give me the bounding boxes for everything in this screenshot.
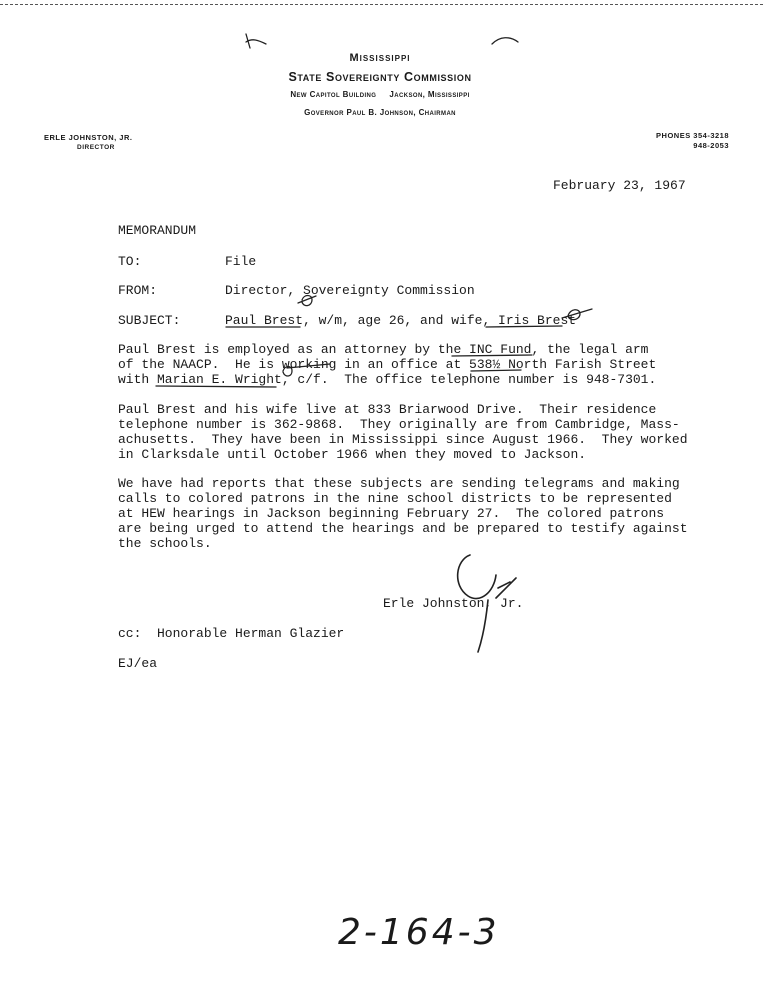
underline-mark <box>156 386 276 387</box>
typist-initials: EJ/ea <box>118 656 158 671</box>
paragraph-line: achusetts. They have been in Mississippi since August 1966. They worked <box>118 432 688 447</box>
letterhead-address: New Capitol Building Jackson, Mississippi <box>290 90 470 99</box>
paragraph-line: telephone number is 362-9868. They originally are from Cambridge, Mass- <box>118 417 680 432</box>
letterhead-commission: State Sovereignty Commission <box>288 70 472 84</box>
letterhead-state: Mississippi <box>349 52 411 64</box>
cc-line: cc: Honorable Herman Glazier <box>118 626 345 641</box>
pen-scribble-mark <box>492 38 518 44</box>
pen-zero-mark <box>298 296 316 306</box>
paragraph-line: calls to colored patrons in the nine school districts to be represented <box>118 491 672 506</box>
from-value: Director, Sovereignty Commission <box>225 283 475 298</box>
subject-value: Paul Brest, w/m, age 26, and wife, Iris Brest <box>225 313 577 328</box>
paragraph-line: are being urged to attend the hearings and be prepared to testify against <box>118 521 688 536</box>
paragraph-line: with Marian E. Wright, c/f. The office telephone number is 948-7301. <box>118 372 657 387</box>
subject-label: SUBJECT: <box>118 313 181 328</box>
signature-handwritten <box>458 555 516 652</box>
director-title: DIRECTOR <box>77 144 115 151</box>
to-value: File <box>225 254 257 269</box>
pen-scribble-mark <box>246 34 266 48</box>
file-number-handwritten: 2-164-3 <box>338 912 500 953</box>
paragraph-line: We have had reports that these subjects are sending telegrams and making <box>118 476 680 491</box>
strike-mark <box>287 364 330 368</box>
underline-mark <box>486 326 562 327</box>
to-label: TO: <box>118 254 142 269</box>
signature-typed-name: Erle Johnston, Jr. <box>383 596 524 611</box>
paragraph-line: in Clarksdale until October 1966 when they moved to Jackson. <box>118 447 587 462</box>
paragraph-line: the schools. <box>118 536 212 551</box>
director-name: ERLE JOHNSTON, JR. <box>44 133 133 142</box>
memo-date: February 23, 1967 <box>553 178 686 193</box>
memo-heading: MEMORANDUM <box>118 223 197 238</box>
paragraph-line: of the NAACP. He is working in an office at 538½ North Farish Street <box>118 357 657 372</box>
paragraph-line: Paul Brest and his wife live at 833 Briarwood Drive. Their residence <box>118 402 657 417</box>
letterhead-governor: Governor Paul B. Johnson, Chairman <box>304 108 456 117</box>
underline-mark <box>471 370 521 371</box>
phones-second: 948-2053 <box>693 141 729 150</box>
phones-label: PHONES 354-3218 <box>656 131 729 140</box>
pen-zero-mark <box>562 309 592 320</box>
underline-mark <box>452 355 532 356</box>
paragraph-line: Paul Brest is employed as an attorney by the INC Fund, the legal arm <box>118 342 649 357</box>
paragraph-line: at HEW hearings in Jackson beginning February 27. The colored patrons <box>118 506 665 521</box>
from-label: FROM: <box>118 283 158 298</box>
